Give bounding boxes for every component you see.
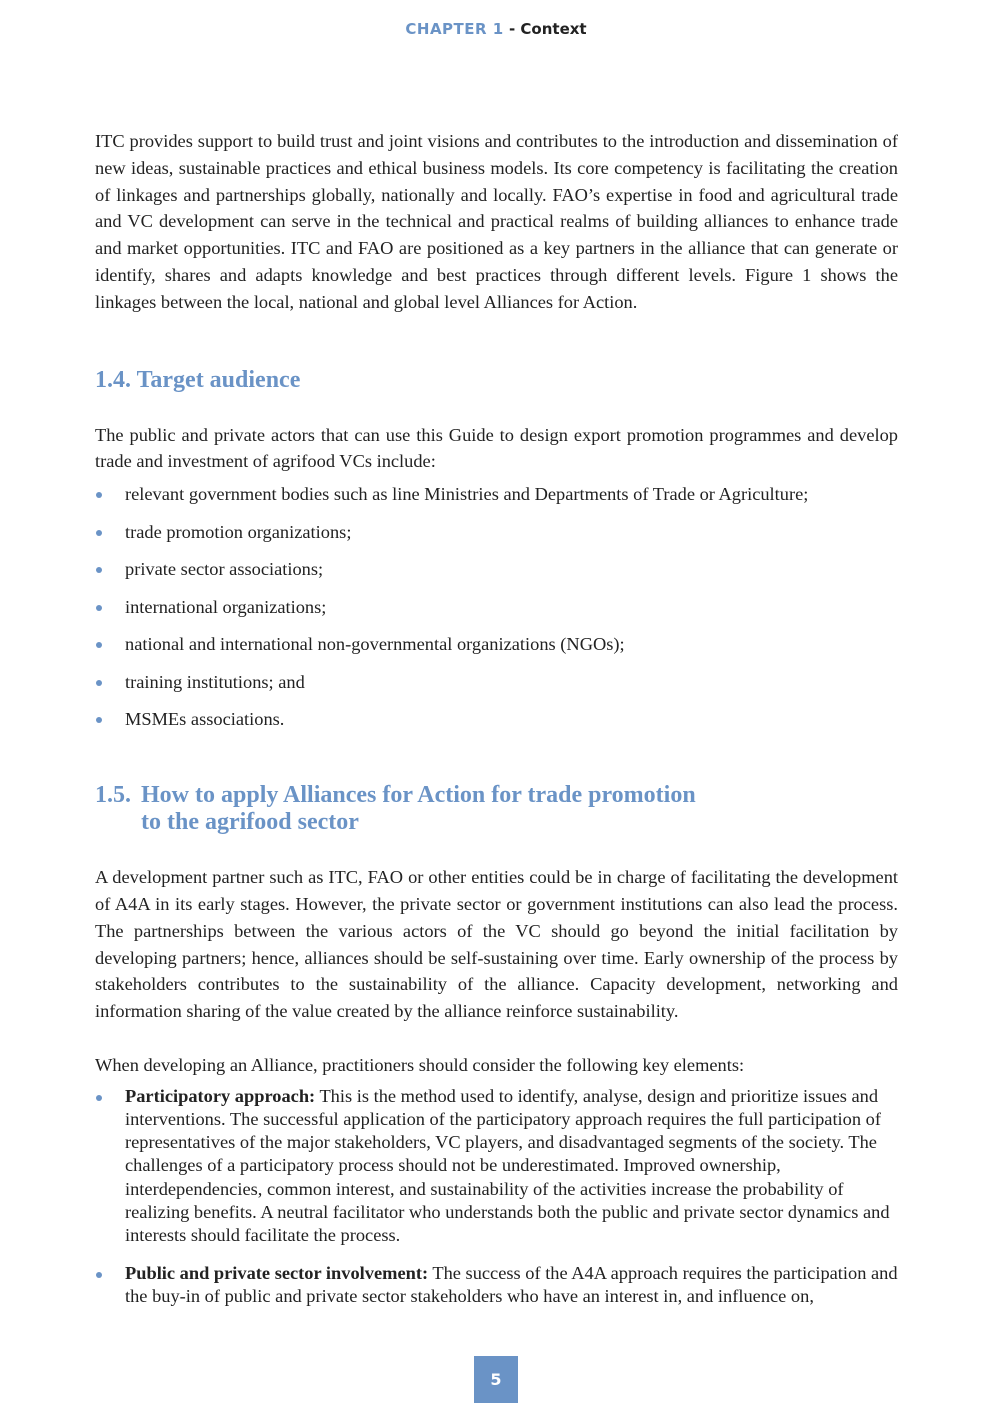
- section-1-4-heading: [95, 367, 898, 394]
- header-separator: -: [503, 20, 521, 38]
- section-1-4-number: 1.4.: [95, 366, 131, 393]
- section-1-4-intro: The public and private actors that can use this Guide to design export promotion programmes and develop trade and investment of agrifood VCs include:: [95, 424, 898, 472]
- section-1-5-title-line1: How to apply Alliances for Action for trade promotion: [141, 782, 696, 809]
- list-item: training institutions; and: [95, 669, 898, 695]
- section-1-5-paragraph-1: A development partner such as ITC, FAO or other entities could be in charge of facilitating the development of A4A in its early stages. However, the private sector or government institutions can also lead the process. The partnerships between the various actors of the VC should go beyond the initial facilitation by developing partners; hence, alliances should be self-sustaining over time. Early ownership of the process by stakeholders contributes to the sustainability of the alliance. Capacity development, networking and information sharing of the value created by the alliance reinforce sustainability.: [95, 867, 898, 1022]
- section-1-5-title-line2: to the agrifood sector: [141, 809, 359, 836]
- running-header: [0, 20, 992, 38]
- list-item: private sector associations;: [95, 556, 898, 582]
- list-item: MSMEs associations.: [95, 706, 898, 732]
- element-term: Public and private sector involvement:: [125, 1263, 429, 1284]
- list-item: international organizations;: [95, 594, 898, 620]
- element-text: The success of the A4A approach requires the participation and the buy-in of public and private sector stakeholders who have an interest in, and influence on,: [125, 1263, 898, 1307]
- section-1-4-title: Target audience: [136, 366, 301, 393]
- chapter-context: Context: [520, 20, 587, 38]
- list-item: [95, 1085, 898, 1247]
- chapter-label: CHAPTER 1: [405, 20, 504, 38]
- list-item: national and international non-governmental organizations (NGOs);: [95, 631, 898, 657]
- page-content: [95, 128, 898, 1324]
- target-audience-list: [95, 481, 898, 732]
- page-number-badge: 5: [474, 1356, 518, 1403]
- list-item: relevant government bodies such as line Ministries and Departments of Trade or Agriculture;: [95, 481, 898, 507]
- list-item: trade promotion organizations;: [95, 519, 898, 545]
- element-text: This is the method used to identify, analyse, design and prioritize issues and interventions. The successful application of the participatory approach requires the full participation of representatives of the major stakeholders, VC players, and disadvantaged segments of the society. The challenges of a participatory process should not be underestimated. Improved ownership, interdependencies, common interest, and sustainability of the activities increase the probability of realizing benefits. A neutral facilitator who understands both the public and private sector dynamics and interests should facilitate the process.: [125, 1085, 890, 1245]
- element-term: Participatory approach:: [125, 1085, 316, 1106]
- section-1-5-heading: [95, 782, 898, 836]
- intro-paragraph: ITC provides support to build trust and joint visions and contributes to the introduction and dissemination of new ideas, sustainable practices and ethical business models. Its core competency is facilitating the creation of linkages and partnerships globally, nationally and locally. FAO’s expertise in food and agricultural trade and VC development can serve in the technical and practical realms of building alliances to enhance trade and market opportunities. ITC and FAO are positioned as a key partners in the alliance that can generate or identify, shares and adapts knowledge and best practices through different levels. Figure 1 shows the linkages between the local, national and global level Alliances for Action.: [95, 131, 898, 312]
- list-item: [95, 1262, 898, 1308]
- key-elements-list: [95, 1085, 898, 1309]
- section-1-5-paragraph-2: When developing an Alliance, practitioners should consider the following key elements:: [95, 1054, 745, 1075]
- section-1-5-number: 1.5.: [95, 782, 131, 809]
